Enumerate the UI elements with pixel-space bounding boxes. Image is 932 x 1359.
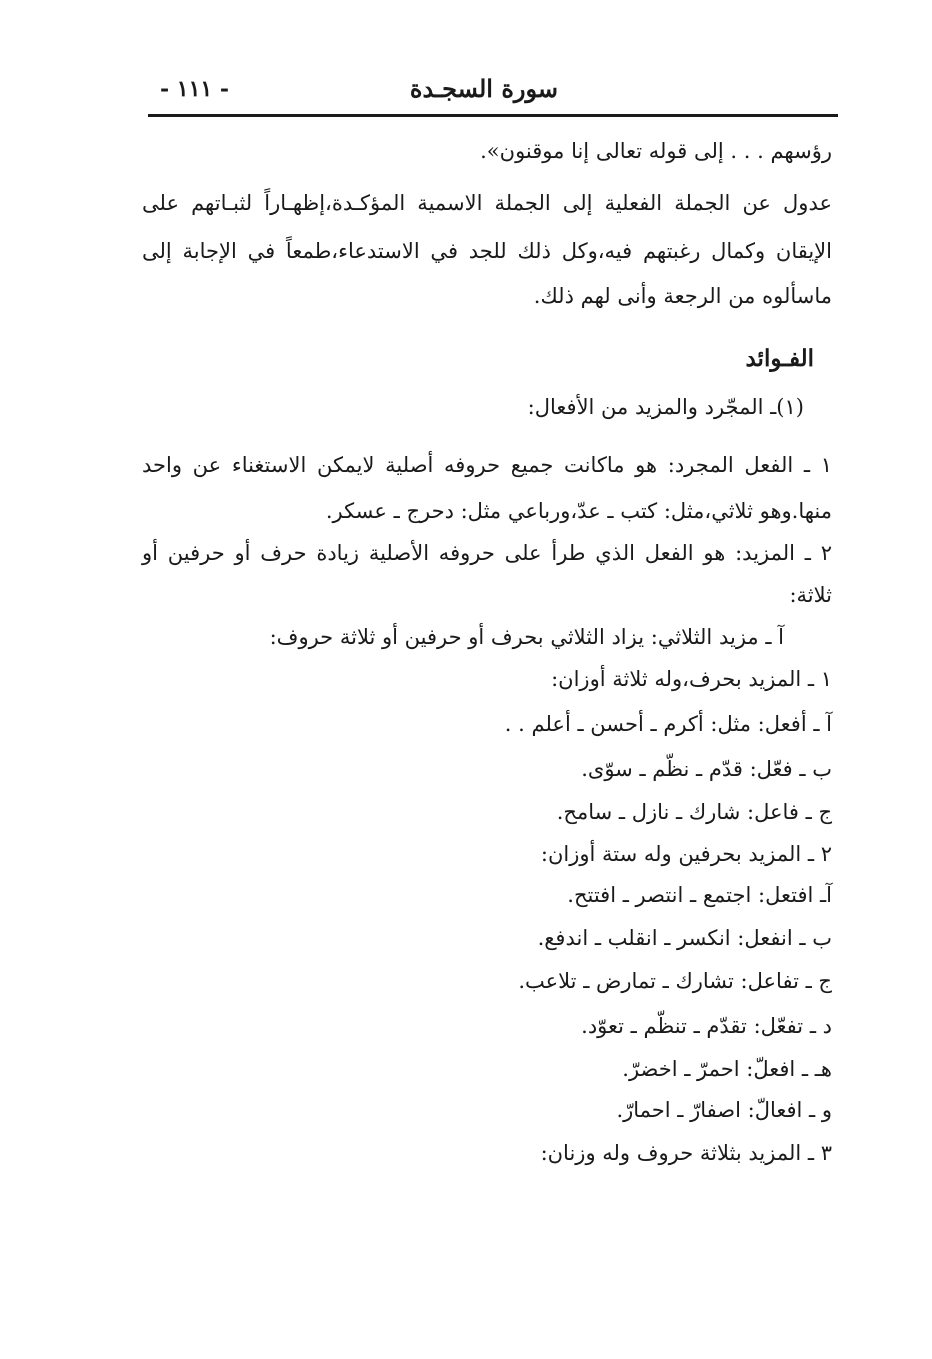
subsection-title: (١)ـ المجّرد والمزيد من الأفعال:: [527, 395, 804, 419]
list-item: و ـ افعالّ: اصفارّ ـ احمارّ.: [616, 1098, 832, 1122]
text-line: ٢ ـ المزيد: هو الفعل الذي طرأ على حروفه الأصلية زيادة حرف أو حرفين أو: [142, 541, 832, 565]
header-divider: [148, 114, 838, 117]
text-line: عدول عن الجملة الفعلية إلى الجملة الاسمية المؤكـدة،إظهـاراً لثبـاتهم على: [142, 191, 832, 215]
list-item: آ ـ أفعل: مثل: أكرم ـ أحسن ـ أعلم . .: [504, 712, 832, 736]
text-line: منها.وهو ثلاثي،مثل: كتب ـ عدّ،ورباعي مثل: دحرج ـ عسكر.: [325, 499, 832, 523]
text-line: ماسألوه من الرجعة وأنى لهم ذلك.: [533, 284, 832, 308]
list-item: ٢ ـ المزيد بحرفين وله ستة أوزان:: [540, 842, 832, 866]
text-line: الإيقان وكمال رغبتهم فيه،وكل ذلك للجد في الاستدعاء،طمعاً في الإجابة إلى: [142, 239, 832, 263]
page-number: - ١١١ -: [160, 76, 230, 102]
list-item: ج ـ فاعل: شارك ـ نازل ـ سامح.: [556, 800, 832, 824]
list-item: ٣ ـ المزيد بثلاثة حروف وله وزنان:: [540, 1141, 832, 1165]
text-line: ثلاثة:: [789, 583, 832, 607]
list-item: د ـ تفعّل: تقدّم ـ تنظّم ـ تعوّد.: [581, 1014, 832, 1038]
list-item: هـ ـ افعلّ: احمرّ ـ اخضرّ.: [622, 1057, 832, 1081]
text-line: آ ـ مزيد الثلاثي: يزاد الثلاثي بحرف أو حرفين أو ثلاثة حروف:: [269, 625, 784, 649]
list-item: ج ـ تفاعل: تشارك ـ تمارض ـ تلاعب.: [518, 969, 832, 993]
list-item: ب ـ انفعل: انكسر ـ انقلب ـ اندفع.: [537, 926, 832, 950]
list-item: ب ـ فعّل: قدّم ـ نظّم ـ سوّى.: [581, 757, 832, 781]
text-line: ١ ـ الفعل المجرد: هو ماكانت جميع حروفه أصلية لايمكن الاستغناء عن واحد: [142, 453, 832, 477]
section-heading: الفـوائد: [745, 345, 814, 372]
list-item: ١ ـ المزيد بحرف،وله ثلاثة أوزان:: [551, 667, 832, 691]
surah-title: سورة السجـدة: [409, 74, 558, 103]
text-line: رؤسهم . . . إلى قوله تعالى إنا موقنون».: [480, 139, 832, 163]
list-item: آـ افتعل: اجتمع ـ انتصر ـ افتتح.: [567, 883, 832, 907]
page-header: [148, 70, 838, 112]
